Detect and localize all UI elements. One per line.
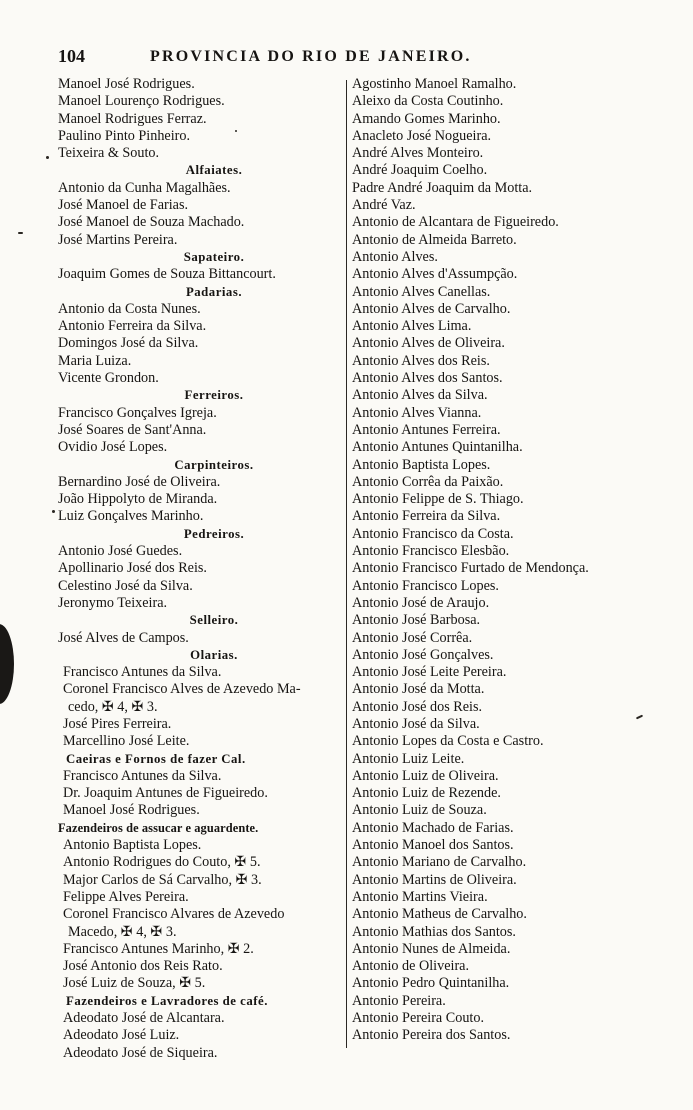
list-item: Antonio de Alcantara de Figueiredo.	[352, 214, 559, 231]
list-item: Joaquim Gomes de Souza Bittancourt.	[58, 266, 276, 283]
list-item: Maria Luiza.	[58, 352, 132, 369]
list-item: Antonio Ferreira da Silva.	[352, 508, 501, 525]
list-item: Antonio José Gonçalves.	[352, 646, 494, 663]
section-heading: Fazendeiros e Lavradores de café.	[66, 993, 268, 1008]
running-title: PROVINCIA DO RIO DE JANEIRO.	[150, 48, 472, 65]
list-item: Major Carlos de Sá Carvalho, ✠ 3.	[63, 871, 262, 888]
section-heading: Fazendeiros de assucar e aguardente.	[58, 820, 259, 835]
list-item: Antonio José Corrêa.	[352, 629, 473, 646]
list-item: Manoel Rodrigues Ferraz.	[58, 110, 207, 127]
list-item: Anacleto José Nogueira.	[352, 127, 492, 144]
list-item: Antonio José Guedes.	[58, 543, 183, 560]
section-heading: Carpinteiros.	[174, 457, 254, 472]
list-item: José Alves de Campos.	[58, 629, 189, 646]
list-item: Antonio Pereira Couto.	[352, 1010, 485, 1027]
list-item: Bernardino José de Oliveira.	[58, 473, 221, 490]
list-item: Antonio Manoel dos Santos.	[352, 837, 514, 854]
list-item: Antonio José da Silva.	[352, 715, 480, 732]
section-heading: Selleiro.	[189, 613, 239, 628]
list-item: Antonio Alves de Carvalho.	[352, 300, 511, 317]
list-item: Celestino José da Silva.	[58, 577, 193, 594]
list-item: Domingos José da Silva.	[58, 335, 199, 352]
list-item: Aleixo da Costa Coutinho.	[352, 93, 504, 110]
list-item: José Antonio dos Reis Rato.	[63, 958, 223, 975]
list-item: Antonio José Barbosa.	[352, 612, 481, 629]
list-item: Paulino Pinto Pinheiro.	[58, 127, 191, 144]
section-heading: Ferreiros.	[184, 388, 244, 403]
list-item: Francisco Gonçalves Igreja.	[58, 404, 217, 421]
list-item: Francisco Antunes da Silva.	[63, 767, 222, 784]
list-item: Antonio Lopes da Costa e Castro.	[352, 733, 544, 750]
list-item: Antonio de Almeida Barreto.	[352, 231, 517, 248]
list-item: Antonio Matheus de Carvalho.	[352, 906, 527, 923]
list-item: Antonio Francisco Furtado de Mendonça.	[352, 560, 589, 577]
list-item: Amando Gomes Marinho.	[352, 110, 501, 127]
list-item: Antonio Mariano de Carvalho.	[352, 854, 527, 871]
list-item: Felippe Alves Pereira.	[63, 888, 189, 905]
page-number: 104	[58, 46, 85, 66]
list-item: André Alves Monteiro.	[352, 145, 484, 162]
list-item: Antonio Alves Vianna.	[352, 404, 482, 421]
list-item: André Vaz.	[352, 197, 416, 214]
list-item: Antonio Corrêa da Paixão.	[352, 473, 504, 490]
list-item: José Manoel de Farias.	[58, 197, 189, 214]
list-item: Antonio Alves dos Reis.	[352, 352, 490, 369]
list-item: Francisco Antunes da Silva.	[63, 664, 222, 681]
list-item: Adeodato José de Alcantara.	[63, 1010, 225, 1027]
list-item: Antonio Antunes Quintanilha.	[352, 439, 523, 456]
left-column	[58, 76, 348, 1062]
list-item: Antonio Antunes Ferreira.	[352, 421, 501, 438]
right-column	[352, 76, 687, 1045]
list-item: José Martins Pereira.	[58, 231, 178, 248]
list-item: Luiz Gonçalves Marinho.	[58, 508, 204, 525]
list-item: cedo, ✠ 4, ✠ 3.	[68, 698, 158, 715]
list-item: Antonio Alves da Silva.	[352, 387, 488, 404]
list-item: Antonio Luiz Leite.	[352, 750, 465, 767]
page-header	[58, 46, 538, 70]
list-item: Antonio Alves dos Santos.	[352, 370, 503, 387]
list-item: Antonio José de Araujo.	[352, 594, 490, 611]
list-item: Antonio Pereira.	[352, 992, 446, 1009]
list-item: Antonio Luiz de Oliveira.	[352, 767, 499, 784]
list-item: Antonio Martins Vieira.	[352, 888, 488, 905]
list-item: Antonio Ferreira da Silva.	[58, 318, 207, 335]
list-item: Antonio Francisco Lopes.	[352, 577, 499, 594]
list-item: Antonio José Leite Pereira.	[352, 664, 507, 681]
list-item: Antonio Alves de Oliveira.	[352, 335, 505, 352]
list-item: Coronel Francisco Alvares de Azevedo	[63, 906, 285, 923]
list-item: Antonio Machado de Farias.	[352, 819, 514, 836]
section-heading: Caeiras e Fornos de fazer Cal.	[66, 751, 246, 766]
list-item: Antonio Martins de Oliveira.	[352, 871, 517, 888]
list-item: João Hippolyto de Miranda.	[58, 491, 218, 508]
list-item: José Luiz de Souza, ✠ 5.	[63, 975, 206, 992]
list-item: Antonio Nunes de Almeida.	[352, 940, 511, 957]
list-item: Antonio da Cunha Magalhães.	[58, 179, 231, 196]
section-heading: Olarias.	[190, 647, 238, 662]
list-item: Manoel José Rodrigues.	[63, 802, 200, 819]
list-item: Macedo, ✠ 4, ✠ 3.	[68, 923, 177, 940]
list-item: Adeodato José Luiz.	[63, 1027, 180, 1044]
list-item: Antonio de Oliveira.	[352, 958, 470, 975]
list-item: Antonio Francisco da Costa.	[352, 525, 514, 542]
list-item: Antonio Luiz de Rezende.	[352, 785, 501, 802]
list-item: Manoel Lourenço Rodrigues.	[58, 93, 225, 110]
list-item: Vicente Grondon.	[58, 370, 159, 387]
list-item: Antonio Felippe de S. Thiago.	[352, 491, 524, 508]
list-item: Antonio José da Motta.	[352, 681, 485, 698]
list-item: Jeronymo Teixeira.	[58, 594, 168, 611]
list-item: André Joaquim Coelho.	[352, 162, 488, 179]
list-item: José Pires Ferreira.	[63, 715, 172, 732]
list-item: Antonio Alves d'Assumpção.	[352, 266, 518, 283]
list-item: Antonio Mathias dos Santos.	[352, 923, 516, 940]
list-item: Antonio Francisco Elesbão.	[352, 543, 510, 560]
list-item: Antonio Baptista Lopes.	[63, 837, 202, 854]
list-item: Antonio Luiz de Souza.	[352, 802, 487, 819]
list-item: José Manoel de Souza Machado.	[58, 214, 245, 231]
list-item: José Soares de Sant'Anna.	[58, 421, 207, 438]
list-item: Marcellino José Leite.	[63, 733, 190, 750]
list-item: Antonio da Costa Nunes.	[58, 300, 201, 317]
section-heading: Padarias.	[185, 284, 243, 299]
list-item: Adeodato José de Siqueira.	[63, 1044, 218, 1061]
ink-blot	[0, 624, 14, 704]
list-item: Antonio Pereira dos Santos.	[352, 1027, 511, 1044]
column-divider	[346, 80, 347, 1048]
list-item: Antonio Alves Canellas.	[352, 283, 491, 300]
list-item: Agostinho Manoel Ramalho.	[352, 76, 517, 92]
list-item: Teixeira & Souto.	[58, 145, 160, 162]
section-heading: Sapateiro.	[183, 249, 245, 264]
list-item: Manoel José Rodrigues.	[58, 76, 195, 92]
stray-mark	[235, 130, 237, 132]
list-item: Dr. Joaquim Antunes de Figueiredo.	[63, 785, 268, 802]
list-item: Antonio Alves.	[352, 248, 438, 265]
list-item: Antonio Rodrigues do Couto, ✠ 5.	[63, 854, 261, 871]
list-item: Antonio José dos Reis.	[352, 698, 483, 715]
stray-mark	[18, 232, 23, 234]
list-item: Padre André Joaquim da Motta.	[352, 179, 533, 196]
section-heading: Pedreiros.	[183, 526, 245, 541]
list-item: Antonio Baptista Lopes.	[352, 456, 491, 473]
list-item: Coronel Francisco Alves de Azevedo Ma-	[63, 681, 301, 698]
list-item: Apollinario José dos Reis.	[58, 560, 207, 577]
list-item: Antonio Pedro Quintanilha.	[352, 975, 510, 992]
list-item: Ovidio José Lopes.	[58, 439, 168, 456]
stray-mark	[52, 510, 55, 513]
list-item: Antonio Alves Lima.	[352, 318, 472, 335]
list-item: Francisco Antunes Marinho, ✠ 2.	[63, 940, 254, 957]
stray-mark	[46, 156, 49, 159]
section-heading: Alfaiates.	[185, 163, 243, 178]
